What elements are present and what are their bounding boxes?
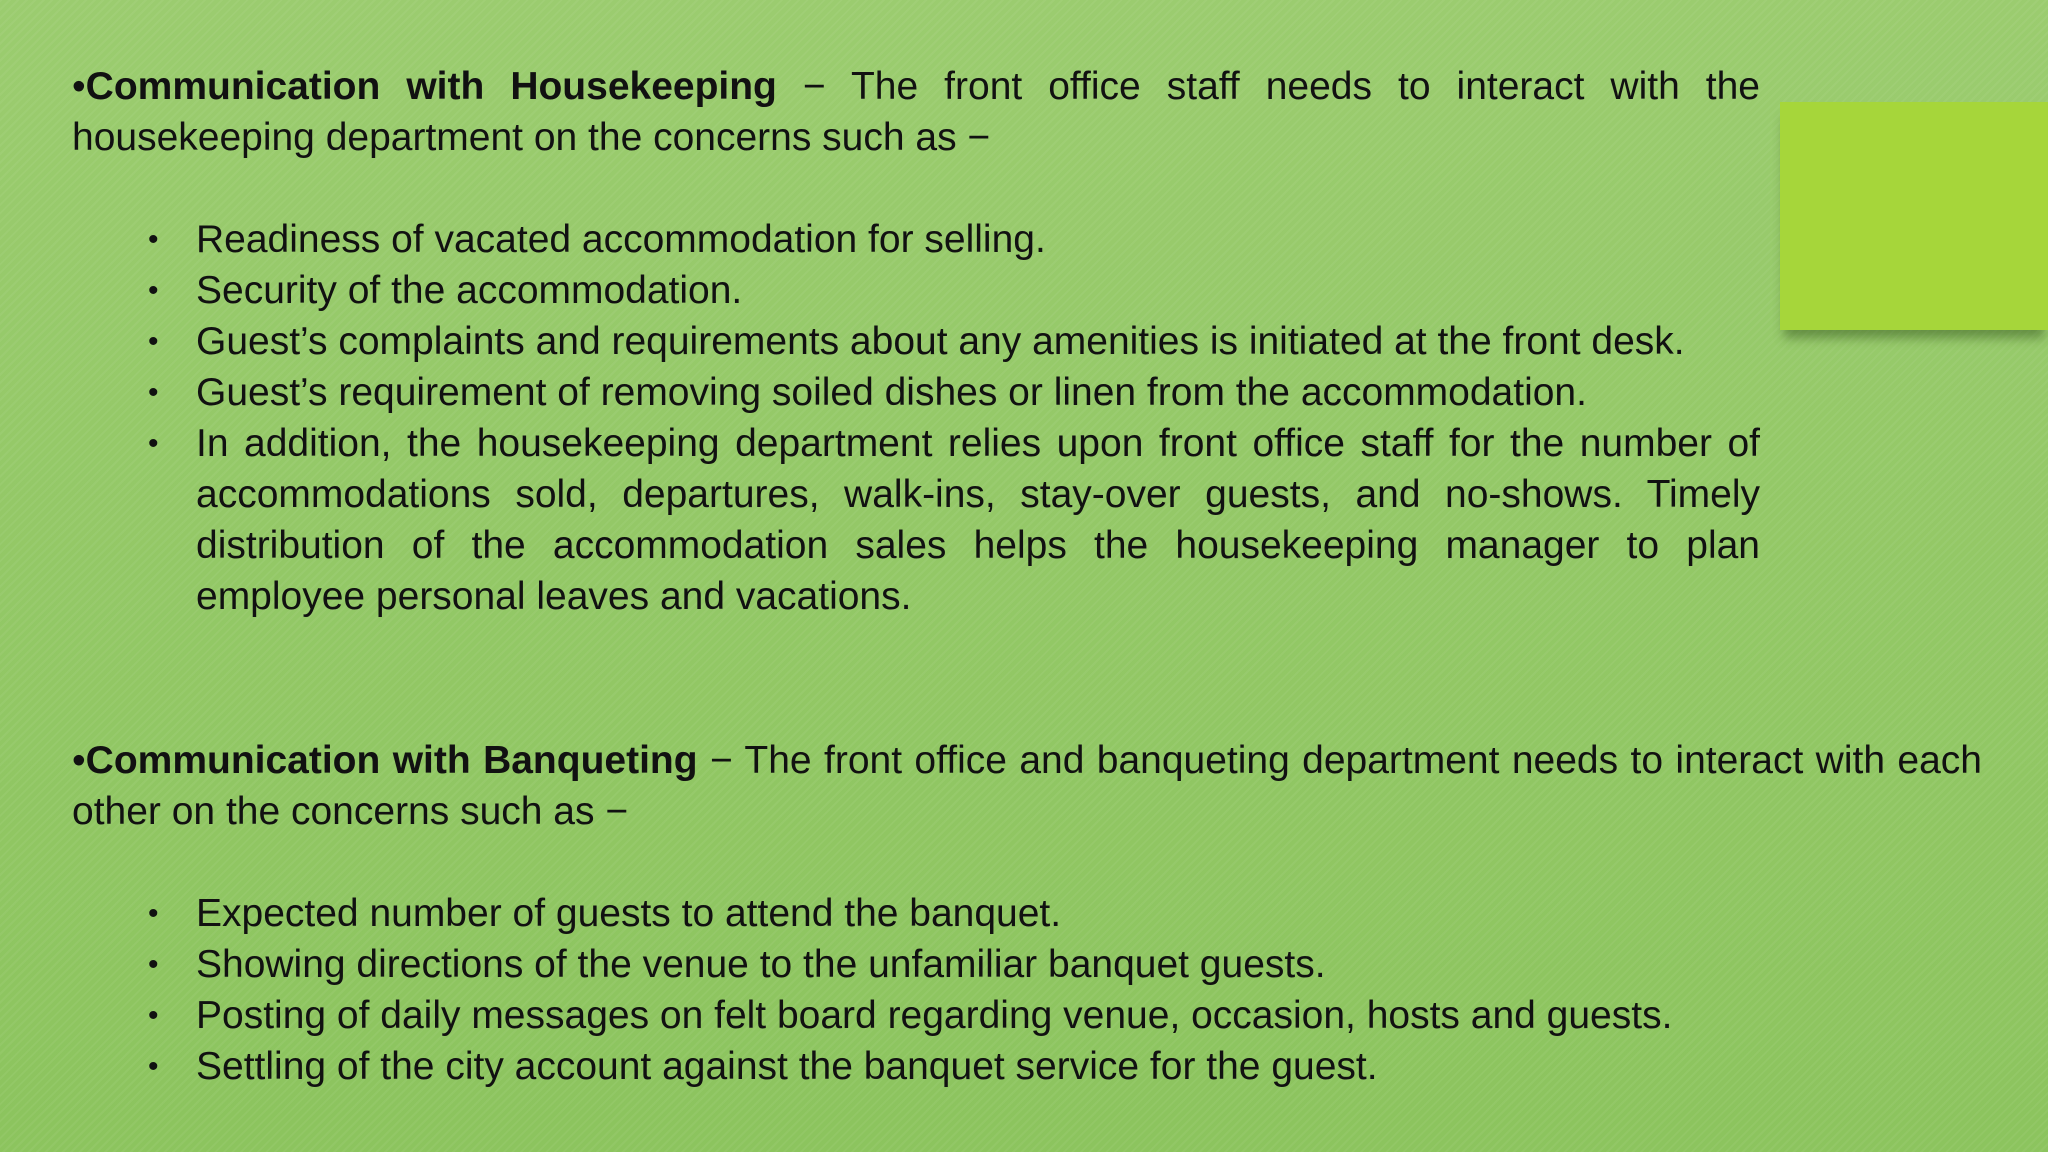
bullet-dot: • xyxy=(148,999,159,1032)
bullet-dot: • xyxy=(148,1050,159,1083)
housekeeping-intro: − The front office staff needs to interact with the housekeeping department on the concerns such as − xyxy=(72,65,1760,159)
heading-bullet: • xyxy=(72,739,86,782)
banqueting-heading-paragraph xyxy=(72,735,1982,837)
list-item xyxy=(72,1041,1982,1092)
banqueting-subject: Communication with Banqueting xyxy=(85,739,698,782)
list-item-text: Posting of daily messages on felt board regarding venue, occasion, hosts and guests. xyxy=(196,994,1673,1037)
bullet-dot: • xyxy=(148,948,159,981)
bullet-dot: • xyxy=(148,274,159,307)
list-item xyxy=(72,939,1982,990)
list-item xyxy=(72,367,1760,418)
housekeeping-concerns-list xyxy=(72,214,1760,622)
banqueting-concerns-list xyxy=(72,888,1982,1092)
list-item-text: Security of the accommodation. xyxy=(196,269,743,312)
bullet-dot: • xyxy=(148,427,159,460)
list-item-text: Guest’s complaints and requirements about any amenities is initiated at the front desk. xyxy=(196,320,1685,363)
list-item xyxy=(72,990,1982,1041)
list-item-text: Showing directions of the venue to the unfamiliar banquet guests. xyxy=(196,943,1326,986)
housekeeping-subject: Communication with Housekeeping xyxy=(85,65,777,108)
list-item-text: Guest’s requirement of removing soiled dishes or linen from the accommodation. xyxy=(196,371,1587,414)
list-item xyxy=(72,418,1760,622)
bullet-dot: • xyxy=(148,325,159,358)
heading-bullet: • xyxy=(72,65,86,108)
list-item xyxy=(72,888,1982,939)
bullet-dot: • xyxy=(148,897,159,930)
bullet-dot: • xyxy=(148,223,159,256)
list-item-text: Expected number of guests to attend the banquet. xyxy=(196,892,1062,935)
sticky-note-decoration xyxy=(1780,102,2048,330)
list-item xyxy=(72,265,1760,316)
list-item xyxy=(72,214,1760,265)
list-item xyxy=(72,316,1760,367)
list-item-text: Readiness of vacated accommodation for selling. xyxy=(196,218,1046,261)
list-item-text: Settling of the city account against the banquet service for the guest. xyxy=(196,1045,1378,1088)
bullet-dot: • xyxy=(148,376,159,409)
housekeeping-heading-paragraph xyxy=(72,61,1760,163)
banqueting-intro: − The front office and banqueting department needs to interact with each other on the concerns such as − xyxy=(72,739,1982,833)
list-item-text: In addition, the housekeeping department relies upon front office staff for the number of accommodations sold, departures, walk-ins, stay-over guests, and no-shows. Timely distribution of the accommodation sales helps the housekeeping manager to plan employee personal leaves and vacations. xyxy=(196,422,1760,618)
